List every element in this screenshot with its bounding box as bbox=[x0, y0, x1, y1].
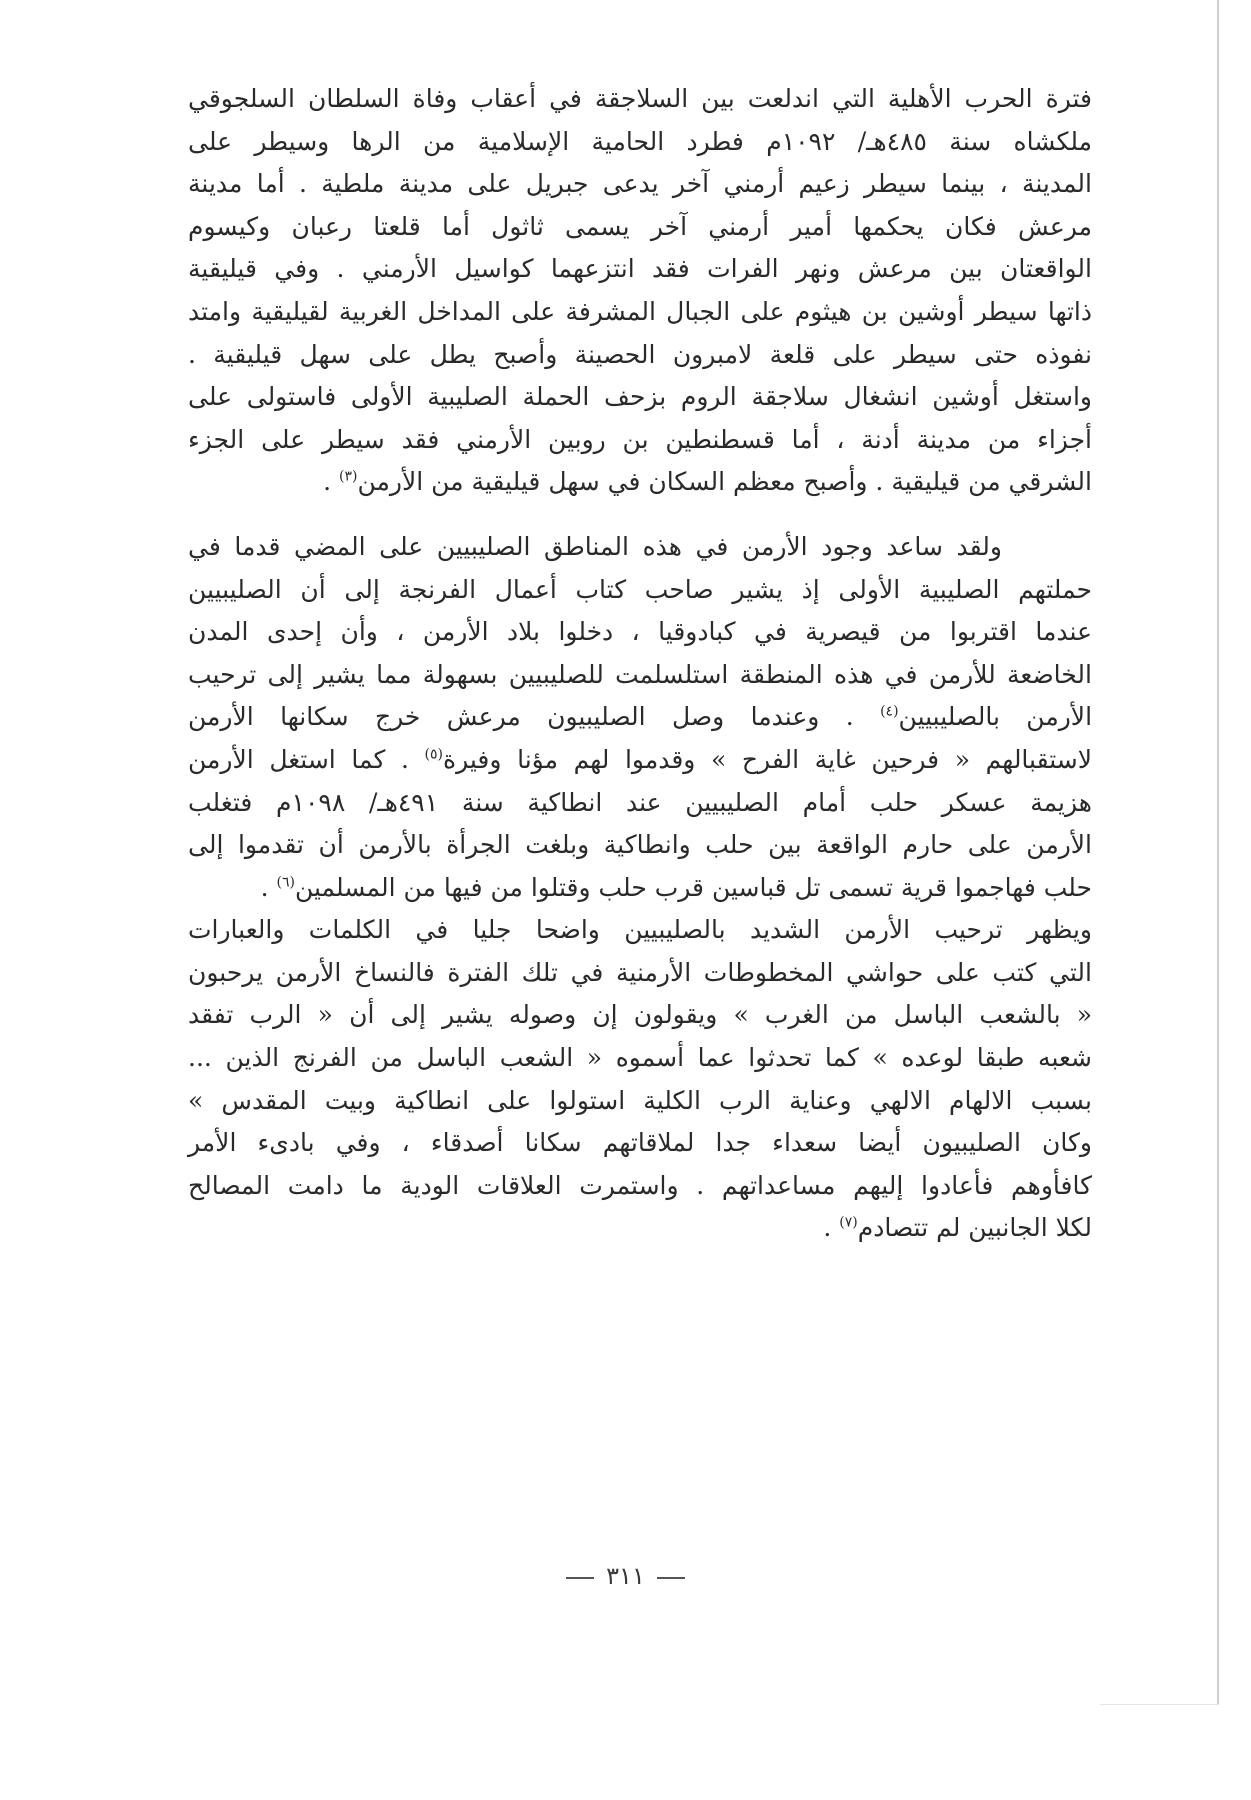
page-number bbox=[0, 1562, 1251, 1590]
footnote-ref[interactable]: (٤) bbox=[880, 703, 899, 720]
page-number-text: ٣١١ bbox=[606, 1562, 645, 1590]
text-line: الخاضعة للأرمن في هذه المنطقة استلسلمت للصليبيين بسهولة مما يشير إلى ترحيب bbox=[188, 659, 1092, 689]
line-tail: . bbox=[260, 872, 277, 902]
footnote-ref[interactable]: (٧) bbox=[839, 1215, 858, 1232]
line-text: لاستقبالهم « فرحين غاية الفرح » وقدموا لهم مؤنا وفيرة bbox=[443, 744, 1092, 774]
text-line bbox=[188, 461, 1092, 504]
line-tail: . وعندما وصل الصليبيون مرعش خرج سكانها الأرمن bbox=[188, 702, 881, 732]
body-text bbox=[188, 78, 1092, 1250]
text-line: الأرمن على حارم الواقعة بين حلب وانطاكية وبلغت الجرأة بالأرمن أن تقدموا إلى bbox=[188, 830, 1092, 860]
text-line: فترة الحرب الأهلية التي اندلعت بين السلاجقة في أعقاب وفاة السلطان السلجوقي bbox=[188, 84, 1092, 113]
line-text: الشرقي من قيليقية . وأصبح معظم السكان في سهل قيليقية من الأرمن bbox=[357, 467, 1092, 497]
text-line: هزيمة عسكر حلب أمام الصليبيين عند انطاكية سنة ٤٩١هـ/ ١٠٩٨م فتغلب bbox=[188, 787, 1092, 817]
text-line bbox=[188, 696, 1092, 739]
footnote-ref[interactable]: (٣) bbox=[338, 469, 358, 486]
text-line: نفوذه حتى سيطر على قلعة لامبرون الحصينة وأصبح يطل على سهل قيليقية . bbox=[188, 339, 1092, 369]
text-line: المدينة ، بينما سيطر زعيم أرمني آخر يدعى جبريل على مدينة ملطية . أما مدينة bbox=[188, 169, 1092, 199]
text-line: ملكشاه سنة ٤٨٥هـ/ ١٠٩٢م فطرد الحامية الإسلامية من الرها وسيطر على bbox=[188, 126, 1093, 156]
line-tail: . كما استغل الأرمن bbox=[188, 744, 425, 774]
text-line bbox=[188, 1207, 1092, 1250]
paragraph-gap bbox=[188, 504, 1092, 526]
text-line: بسبب الالهام الالهي وعناية الرب الكلية استولوا على انطاكية وبيت المقدس » bbox=[188, 1085, 1092, 1115]
text-line: أجزاء من مدينة أدنة ، أما قسطنطين بن روبين الأرمني فقد سيطر على الجزء bbox=[188, 424, 1092, 454]
line-tail: . bbox=[823, 1213, 840, 1243]
line-text: حلب فهاجموا قرية تسمى تل قباسين قرب حلب وقتلوا من فيها من المسلمين bbox=[294, 872, 1092, 902]
scan-page-edge-bottom bbox=[1100, 1704, 1219, 1705]
text-line: ولقد ساعد وجود الأرمن في هذه المناطق الصليبيين على المضي قدما في bbox=[188, 531, 1002, 561]
text-line: الواقعتان بين مرعش ونهر الفرات فقد انتزعهما كواسيل الأرمني . وفي قيليقية bbox=[188, 254, 1092, 284]
text-line: مرعش فكان يحكمها أمير أرمني آخر يسمى ثاثول أما قلعتا رعبان وكيسوم bbox=[188, 211, 1092, 241]
text-line: التي كتب على حواشي المخطوطات الأرمنية في تلك الفترة فالنساخ الأرمن يرحبون bbox=[188, 957, 1092, 987]
paragraph-2 bbox=[188, 526, 1092, 1250]
text-line bbox=[188, 867, 1092, 910]
text-line: وكان الصليبيون أيضا سعداء جدا لملاقاتهم سكانا أصدقاء ، وفي بادىء الأمر bbox=[188, 1128, 1092, 1158]
text-line: ويظهر ترحيب الأرمن الشديد بالصليبيين واضحا جليا في الكلمات والعبارات bbox=[188, 915, 1092, 945]
text-line: واستغل أوشين انشغال سلاجقة الروم بزحف الحملة الصليبية الأولى فاستولى على bbox=[188, 382, 1092, 412]
text-line: عندما اقتربوا من قيصرية في كبادوقيا ، دخلوا بلاد الأرمن ، وأن إحدى المدن bbox=[188, 617, 1092, 647]
text-line: « بالشعب الباسل من الغرب » ويقولون إن وصوله يشير إلى أن « الرب تفقد bbox=[188, 1000, 1092, 1030]
scan-page-edge bbox=[1217, 0, 1219, 1705]
page-number-dash-left bbox=[566, 1577, 594, 1579]
line-text: الأرمن بالصليبيين bbox=[898, 702, 1093, 732]
text-line: ذاتها سيطر أوشين بن هيثوم على الجبال المشرفة على المداخل الغربية لقيليقية وامتد bbox=[188, 296, 1092, 326]
page-number-dash-right bbox=[657, 1577, 685, 1579]
text-line: حملتهم الصليبية الأولى إذ يشير صاحب كتاب أعمال الفرنجة إلى أن الصليبيين bbox=[188, 574, 1092, 604]
line-tail: . bbox=[323, 467, 339, 497]
footnote-ref[interactable]: (٥) bbox=[424, 746, 443, 763]
text-line: كافأوهم فأعادوا إليهم مساعداتهم . واستمرت العلاقات الودية ما دامت المصالح bbox=[188, 1170, 1092, 1200]
footnote-ref[interactable]: (٦) bbox=[276, 874, 295, 891]
paragraph-1 bbox=[188, 78, 1092, 504]
text-line bbox=[188, 739, 1092, 782]
line-text: لكلا الجانبين لم تتصادم bbox=[857, 1213, 1092, 1243]
text-line: شعبه طبقا لوعده » كما تحدثوا عما أسموه « الشعب الباسل من الفرنج الذين ... bbox=[188, 1043, 1092, 1073]
